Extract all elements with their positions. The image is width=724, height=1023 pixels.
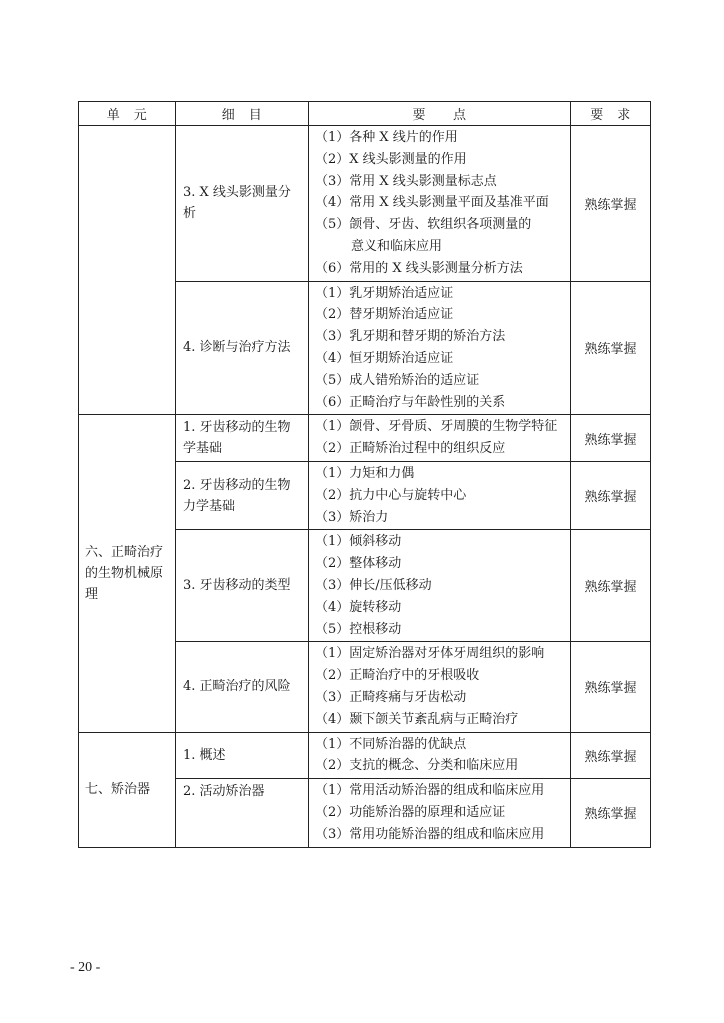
header-requirement: 要 求 bbox=[571, 102, 651, 126]
points-cell bbox=[309, 779, 571, 847]
syllabus-table bbox=[78, 101, 651, 848]
point-text: （4）旋转移动 bbox=[315, 599, 402, 615]
point-text: （4）常用 X 线头影测量平面及基准平面 bbox=[315, 195, 549, 211]
requirement-cell: 熟练掌握 bbox=[571, 415, 651, 462]
points-cell bbox=[309, 642, 571, 732]
unit-cell: 七、矫治器 bbox=[79, 732, 176, 847]
point-text: （3）乳牙期和替牙期的矫治方法 bbox=[315, 329, 506, 345]
header-points: 要 点 bbox=[309, 102, 571, 126]
point-text: （3）伸长/压低移动 bbox=[315, 577, 432, 593]
item-cell: 1. 概述 bbox=[176, 732, 309, 779]
point-text: （1）不同矫治器的优缺点 bbox=[315, 736, 467, 752]
header-item: 细 目 bbox=[176, 102, 309, 126]
table-header-row bbox=[79, 102, 651, 126]
item-cell: 3. X 线头影测量分析 bbox=[176, 126, 309, 282]
requirement-cell: 熟练掌握 bbox=[571, 779, 651, 847]
point-text: （1）固定矫治器对牙体牙周组织的影响 bbox=[315, 646, 545, 662]
item-cell: 1. 牙齿移动的生物学基础 bbox=[176, 415, 309, 462]
table-row bbox=[79, 732, 651, 779]
points-cell bbox=[309, 415, 571, 462]
point-text: （1）倾斜移动 bbox=[315, 534, 402, 550]
point-text: （6）常用的 X 线头影测量分析方法 bbox=[315, 260, 523, 276]
item-cell: 2. 活动矫治器 bbox=[176, 779, 309, 847]
points-cell bbox=[309, 461, 571, 529]
point-text: （2）X 线头影测量的作用 bbox=[315, 151, 467, 167]
header-unit: 单 元 bbox=[79, 102, 176, 126]
item-cell: 2. 牙齿移动的生物力学基础 bbox=[176, 461, 309, 529]
point-text: （1）力矩和力偶 bbox=[315, 465, 415, 481]
point-text: （1）乳牙期矫治适应证 bbox=[315, 285, 454, 301]
point-text: （1）常用活动矫治器的组成和临床应用 bbox=[315, 783, 545, 799]
points-cell bbox=[309, 126, 571, 282]
point-text: （2）正畸治疗中的牙根吸收 bbox=[315, 668, 480, 684]
points-cell bbox=[309, 530, 571, 642]
point-text: （2）支抗的概念、分类和临床应用 bbox=[315, 758, 519, 774]
points-cell bbox=[309, 732, 571, 779]
point-text: （1）各种 X 线片的作用 bbox=[315, 130, 458, 145]
point-text: （2）抗力中心与旋转中心 bbox=[315, 487, 467, 503]
requirement-cell: 熟练掌握 bbox=[571, 530, 651, 642]
point-text: （3）矫治力 bbox=[315, 509, 389, 525]
item-cell: 4. 正畸治疗的风险 bbox=[176, 642, 309, 732]
unit-cell: 六、正畸治疗的生物机械原理 bbox=[79, 415, 176, 732]
requirement-cell: 熟练掌握 bbox=[571, 281, 651, 415]
point-text: （6）正畸治疗与年龄性别的关系 bbox=[315, 394, 506, 410]
point-text: （5）成人错殆矫治的适应证 bbox=[315, 372, 480, 388]
point-text: （4）恒牙期矫治适应证 bbox=[315, 350, 454, 366]
requirement-cell: 熟练掌握 bbox=[571, 126, 651, 282]
point-text: （5）控根移动 bbox=[315, 621, 402, 637]
point-text: （2）正畸矫治过程中的组织反应 bbox=[315, 441, 506, 457]
requirement-cell: 熟练掌握 bbox=[571, 642, 651, 732]
table-row bbox=[79, 415, 651, 462]
point-text: （5）颌骨、牙齿、软组织各项测量的 bbox=[315, 217, 532, 233]
point-text: （3）常用 X 线头影测量标志点 bbox=[315, 173, 497, 189]
point-text: （2）替牙期矫治适应证 bbox=[315, 307, 454, 323]
point-text: （2）功能矫治器的原理和适应证 bbox=[315, 804, 506, 820]
point-text: 意义和临床应用 bbox=[351, 238, 443, 254]
point-text: （4）颞下颌关节紊乱病与正畸治疗 bbox=[315, 711, 519, 727]
points-cell bbox=[309, 281, 571, 415]
point-text: （3）常用功能矫治器的组成和临床应用 bbox=[315, 826, 545, 842]
table-row bbox=[79, 126, 651, 282]
requirement-cell: 熟练掌握 bbox=[571, 732, 651, 779]
requirement-cell: 熟练掌握 bbox=[571, 461, 651, 529]
item-cell: 4. 诊断与治疗方法 bbox=[176, 281, 309, 415]
page-number: - 20 - bbox=[70, 960, 101, 975]
point-text: （3）正畸疼痛与牙齿松动 bbox=[315, 689, 467, 705]
point-text: （2）整体移动 bbox=[315, 556, 402, 572]
unit-cell-continued bbox=[79, 126, 176, 415]
point-text: （1）颌骨、牙骨质、牙周膜的生物学特征 bbox=[315, 419, 558, 435]
item-cell: 3. 牙齿移动的类型 bbox=[176, 530, 309, 642]
